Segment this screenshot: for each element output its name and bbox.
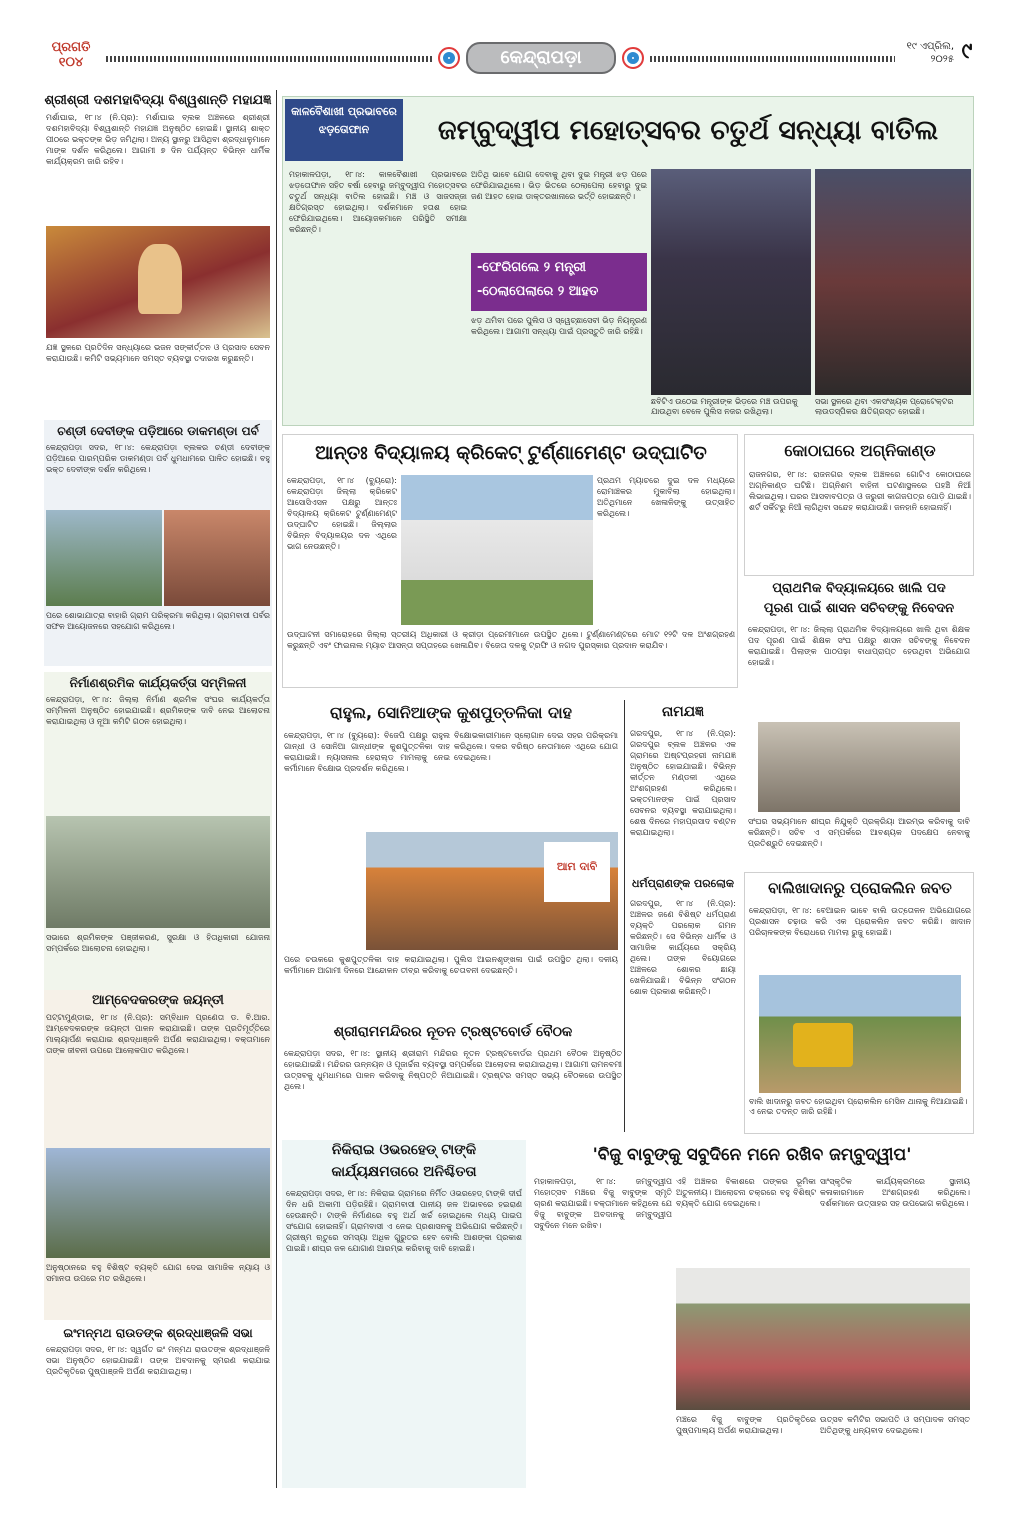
cricket-headline: ଆନ୍ତଃ ବିଦ୍ୟାଳୟ କ୍ରିକେଟ୍ ଟୁର୍ଣ୍ଣାମେଣ୍ଟ ଉଦ୍‌ଘାଟିତ	[315, 442, 707, 464]
target-icon-right	[622, 47, 644, 69]
effigy-body-col2: ବିକ୍ଷୋଭକାରୀମାନେ ସ୍ଲୋଗାନ ଦେଇ ସହର ପରିକ୍ରମା କରିଥିଲେ। ଦଳର ବରିଷ୍ଠ ନେତାମାନେ ଏଥିରେ ଯୋଗ ଦେଇଥିଲେ।	[454, 731, 618, 762]
story-headline: ଚଣ୍ଡୀ ଦେବୀଙ୍କ ପଡ଼ିଆରେ ଡାକମଣ୍ଡା ପର୍ବ	[57, 424, 259, 438]
obituary-body: ଗରଦପୁର, ୧୮।୪ (ନି.ପ୍ର): ଅଞ୍ଚଳର ଜଣେ ବିଶିଷ୍ଟ ଧର୍ମପ୍ରାଣ ବ୍ୟକ୍ତି ପରଲୋକ ଗମନ କରିଛନ୍ତି। ସେ ବିଭିନ୍ନ ଧାର୍ମିକ ଓ ସାମାଜିକ କାର୍ଯ୍ୟରେ ସକ୍ରିୟ ଥିଲେ। ତାଙ୍କ ବିୟୋଗରେ ଅଞ୍ଚଳରେ ଶୋକର ଛାୟା ଖେଳିଯାଇଛି। ବିଭିନ୍ନ ସଂଗଠନ ଶୋକ ପ୍ରକାଶ କରିଛନ୍ତି।	[630, 899, 736, 996]
sand-mine-story	[744, 872, 974, 1134]
school-headline-2: ପୂରଣ ପାଇଁ ଶାସନ ସଚିବଙ୍କୁ ନିବେଦନ	[763, 601, 955, 616]
water-tank-headline-2: କାର୍ଯ୍ୟକ୍ଷମତାରେ ଅନିଶ୍ଚିତତା	[331, 1164, 477, 1180]
lead-body-col2: ଅତିଥି ଭାବେ ଯୋଗ ଦେବାକୁ ଥିବା ଦୁଇ ମନ୍ତ୍ରୀ ଝଡ଼ ପରେ ଫେରିଯାଇଥିଲେ। ଭିଡ଼ ଭିତରେ ଠେଲାପେଲା ହେବାରୁ ଦୁଇ ଜଣ ଆହତ ହୋଇ ଡାକ୍ତରଖାନାରେ ଭର୍ତ୍ତି ହୋଇଛନ୍ତି।	[471, 170, 647, 201]
school-body: କେନ୍ଦ୍ରାପଡ଼ା, ୧୮।୪: ଜିଲ୍ଲା ପ୍ରାଥମିକ ବିଦ୍ୟାଳୟରେ ଖାଲି ଥିବା ଶିକ୍ଷକ ପଦ ପୂରଣ ପାଇଁ ଶିକ୍ଷକ ସଂଘ ପକ୍ଷରୁ ଶାସନ ସଚିବଙ୍କୁ ନିବେଦନ କରାଯାଇଛି। ପିଲାଙ୍କ ପାଠପଢ଼ା ବାଧାପ୍ରାପ୍ତ ହେଉଥିବା ଅଭିଯୋଗ ହୋଇଛି।	[748, 625, 970, 667]
fire-body: ରାଜନଗର, ୧୮।୪: ରାଜନଗର ବ୍ଲକ ଅଞ୍ଚଳରେ ଗୋଟିଏ କୋଠାଘରେ ଅଗ୍ନିକାଣ୍ଡ ଘଟିଛି। ଅଗ୍ନିଶମ ବାହିନୀ ଘଟଣାସ୍ଥଳରେ ପହଞ୍ଚି ନିଆଁ ଲିଭାଇଥିଲା। ଘରର ଆସବାବପତ୍ର ଓ ଜରୁରୀ କାଗଜପତ୍ର ପୋଡ଼ି ଯାଇଛି। ଶର୍ଟ ସର୍କିଟରୁ ନିଆଁ ଲାଗିଥିବା ସନ୍ଦେହ କରାଯାଉଛି। ଜନହାନି ହୋଇନାହିଁ।	[749, 470, 971, 512]
story-yajna	[44, 90, 272, 434]
biju-body-bottom-left: ମଞ୍ଚରେ ବିଜୁ ବାବୁଙ୍କ ପ୍ରତିକୃତିରେ ପୁଷ୍ପମାଲ୍ୟ ଅର୍ପଣ କରାଯାଇଥିଲା।	[676, 1415, 816, 1435]
biju-story	[530, 1140, 974, 1488]
excavator-photo	[759, 975, 961, 1093]
trust-board-headline: ଶ୍ରୀରାମମନ୍ଦିରର ନୂତନ ଟ୍ରଷ୍ଟବୋର୍ଡ ବୈଠକ	[333, 1024, 573, 1040]
story-tribute-meeting	[44, 1322, 272, 1486]
effigy-body-col1: କେନ୍ଦ୍ରାପଡ଼ା, ୧୮।୪ (ବ୍ୟୁରୋ): ବିଜେପି ପକ୍ଷରୁ ରାହୁଲ ଗାନ୍ଧୀ ଓ ସୋନିଆ ଗାନ୍ଧୀଙ୍କ କୁଶପୁତ୍ତଳିକା ଦାହ କରାଯାଇଛି। ନ୍ୟାସନାଲ ହେରାଲ୍ଡ ମାମଲାକୁ ନେଇ କର୍ମୀମାନେ ବିକ୍ଷୋଭ ପ୍ରଦର୍ଶନ କରିଥିଲେ।	[284, 731, 450, 773]
memorandum-photo	[758, 722, 960, 812]
biju-body-col3: ସାଂସ୍କୃତିକ କାର୍ଯ୍ୟକ୍ରମରେ ସ୍ଥାନୀୟ କଳାକାରମାନେ ଅଂଶଗ୍ରହଣ କରିଥିଲେ। ଦର୍ଶକମାନେ ଉତ୍ସାହର ସହ ଉପଭୋଗ କରିଥିଲେ।	[820, 1177, 970, 1208]
school-body-continued: ସଂଘର ସଭ୍ୟମାନେ ଶୀଘ୍ର ନିଯୁକ୍ତି ପ୍ରକ୍ରିୟା ଆରମ୍ଭ କରିବାକୁ ଦାବି କରିଛନ୍ତି। ସଚିବ ଏ ସମ୍ପର୍କରେ ଆବଶ୍ୟକ ପଦକ୍ଷେପ ନେବାକୁ ପ୍ରତିଶ୍ରୁତି ଦେଇଛନ୍ତି।	[748, 817, 970, 848]
photo-caption-1: ଛବିଟିଏ ଉଠେଇ ମନ୍ତ୍ରୀଙ୍କ ଭିଡ଼ରେ ମଞ୍ଚ ଉପରକୁ ଯାଉଥିବା ବେଳେ ପୁଲିସ ନଜର ରଖିଥିଲା।	[651, 397, 798, 416]
story-body: କେନ୍ଦ୍ରାପଡ଼ା, ୧୮।୪: ଜିଲ୍ଲା ନିର୍ମାଣ ଶ୍ରମିକ ସଂଘର କାର୍ଯ୍ୟକର୍ତ୍ତା ସମ୍ମିଳନୀ ଅନୁଷ୍ଠିତ ହୋଇଯାଇଛି। ଶ୍ରମିକଙ୍କ ଦାବି ନେଇ ଆଲୋଚନା କରାଯାଇଥିଲା ଓ ନୂଆ କମିଟି ଗଠନ ହୋଇଥିଲା।	[46, 695, 270, 726]
cricket-body-right: ପ୍ରଥମ ମ୍ୟାଚରେ ଦୁଇ ଦଳ ମଧ୍ୟରେ ରୋମାଞ୍ଚକର ମୁକାବିଲା ହୋଇଥିଲା। ଅତିଥିମାନେ ଖେଳାଳିଙ୍କୁ ଉତ୍ସାହିତ କରିଥିଲେ।	[597, 476, 735, 518]
masthead-rule-left	[106, 56, 434, 62]
story-body: ପଟ୍ଟାମୁଣ୍ଡାଇ, ୧୮।୪ (ନି.ପ୍ର): ସମ୍ବିଧାନ ପ୍ରଣେତା ଡ. ବି.ଆର. ଆମ୍ବେଦକରଙ୍କ ଜୟନ୍ତୀ ପାଳନ କରାଯାଇଛି। ତାଙ୍କ ପ୍ରତିମୂର୍ତ୍ତିରେ ମାଲ୍ୟାର୍ପଣ କରାଯାଇ ଶ୍ରଦ୍ଧାଞ୍ଜଳି ଅର୍ପଣ କରାଯାଇଥିଲା। ବକ୍ତାମାନେ ତାଙ୍କ ଜୀବନୀ ଉପରେ ଆଲୋକପାତ କରିଥିଲେ।	[46, 1013, 270, 1055]
school-headline-1: ପ୍ରାଥମିକ ବିଦ୍ୟାଳୟରେ ଖାଲି ପଦ	[772, 581, 946, 596]
story-ambedkar	[44, 990, 272, 1320]
left-column	[44, 90, 272, 1488]
sand-mine-headline: ବାଲିଖାଦାନରୁ ପ୍ରୋକଲିନ ଜବତ	[768, 879, 952, 897]
section-name: କେନ୍ଦ୍ରାପଡ଼ା	[500, 47, 582, 68]
story-body-continued: ଅନୁଷ୍ଠାନରେ ବହୁ ବିଶିଷ୍ଟ ବ୍ୟକ୍ତି ଯୋଗ ଦେଇ ସାମାଜିକ ନ୍ୟାୟ ଓ ସମାନତା ଉପରେ ମତ ରଖିଥିଲେ।	[46, 1263, 270, 1283]
festival-crowd-photo-2	[815, 169, 971, 395]
story-headline: ଇଂମନ୍ମଥ ରାଉତଙ୍କ ଶ୍ରଦ୍ଧାଞ୍ଜଳି ସଭା	[63, 1326, 253, 1340]
biju-headline: 'ବିଜୁ ବାବୁଙ୍କୁ ସବୁଦିନେ ମନେ ରଖିବ ଜମ୍ବୁଦ୍ୱୀପ'	[592, 1145, 912, 1165]
photo-caption-2: ସଭା ସ୍ଥଳରେ ଥିବା ଏକସଂଖ୍ୟକ ପ୍ରୋଟେକ୍ଟର ଲାଉଡସ୍ପିକର କ୍ଷତିଗ୍ରସ୍ତ ହୋଇଛି।	[815, 397, 954, 416]
school-story	[744, 580, 974, 868]
excavator-shape	[793, 1023, 853, 1067]
namayajna-story	[628, 700, 738, 870]
story-headline: ଶ୍ରୀଶ୍ରୀ ଦଶମହାବିଦ୍ୟା ବିଶ୍ୱଶାନ୍ତି ମହାଯଜ୍ଞ	[44, 93, 272, 108]
protest-photo	[366, 832, 618, 950]
water-tank-headline-1: ନିକିରାଇ ଓଭରହେଡ୍ ଟାଙ୍କି	[331, 1142, 477, 1158]
cricket-body-bottom: ଉଦ୍‌ଘାଟନୀ ସମାରୋହରେ ଜିଲ୍ଲା ସ୍ତରୀୟ ଅଧିକାରୀ ଓ କ୍ରୀଡ଼ା ପ୍ରେମୀମାନେ ଉପସ୍ଥିତ ଥିଲେ। ଟୁର୍ଣ୍ଣାମେଣ୍ଟରେ ମୋଟ ୧୨ଟି ଦଳ ଅଂଶଗ୍ରହଣ କରୁଛନ୍ତି ଏବଂ ଫାଇନାଲ ମ୍ୟାଚ ଆସନ୍ତା ସପ୍ତାହରେ ଖେଳାଯିବ। ବିଜେତା ଦଳକୁ ଟ୍ରଫି ଓ ନଗଦ ପୁରସ୍କାର ପ୍ରଦାନ କରାଯିବ।	[287, 630, 735, 650]
temple-photo	[46, 510, 162, 606]
effigy-body-bottom: ପରେ ଚଉକରେ କୁଶପୁତ୍ତଳିକା ଦାହ କରାଯାଇଥିଲା। ପୁଲିସ ଆଇନଶୃଙ୍ଖଳା ପାଇଁ ଉପସ୍ଥିତ ଥିଲା। ଦଳୀୟ କର୍ମୀମାନେ ଆଗାମୀ ଦିନରେ ଆନ୍ଦୋଳନ ତୀବ୍ର କରିବାକୁ ଚେତାବନୀ ଦେଇଛନ୍ତି।	[284, 955, 618, 975]
cricket-body-left: କେନ୍ଦ୍ରାପଡ଼ା, ୧୮।୪ (ବ୍ୟୁରୋ): କେନ୍ଦ୍ରାପଡ଼ା ଜିଲ୍ଲା କ୍ରିକେଟ ଆସୋସିଏସନ ପକ୍ଷରୁ ଆନ୍ତଃ ବିଦ୍ୟାଳୟ କ୍ରିକେଟ ଟୁର୍ଣ୍ଣାମେଣ୍ଟ ଉଦ୍‌ଘାଟିତ ହୋଇଛି। ଜିଲ୍ଲାର ବିଭିନ୍ନ ବିଦ୍ୟାଳୟର ଦଳ ଏଥିରେ ଭାଗ ନେଉଛନ୍ତି।	[287, 476, 397, 551]
story-body-continued: ଯଜ୍ଞ ସ୍ଥଳରେ ପ୍ରତିଦିନ ସନ୍ଧ୍ୟାରେ ଭଜନ ସଙ୍କୀର୍ତ୍ତନ ଓ ପ୍ରସାଦ ସେବନ କରାଯାଉଛି। କମିଟି ସଭ୍ୟମାନେ ସମସ୍ତ ବ୍ୟବସ୍ଥା ତଦାରଖ କରୁଛନ୍ତି।	[46, 343, 270, 363]
sand-mine-body: କେନ୍ଦ୍ରାପଡ଼ା, ୧୮।୪: ବେଆଇନ ଭାବେ ବାଲି ଉତ୍ତୋଳନ ଅଭିଯୋଗରେ ପ୍ରଶାସନ ଚଢ଼ାଉ କରି ଏକ ପ୍ରୋକଲିନ ଜବତ କରିଛି। ଖାଦାନ ପରିଚାଳକଙ୍କ ବିରୋଧରେ ମାମଲା ରୁଜୁ ହୋଇଛି।	[749, 906, 971, 937]
story-body: କେନ୍ଦ୍ରାପଡ଼ା ସଦର, ୧୮।୪: ସ୍ୱର୍ଗତ ଇଂ ମନ୍ମଥ ରାଉତଙ୍କ ଶ୍ରଦ୍ଧାଞ୍ଜଳି ସଭା ଅନୁଷ୍ଠିତ ହୋଇଯାଇଛି। ତାଙ୍କ ଅବଦାନକୁ ସ୍ମରଣ କରାଯାଇ ପ୍ରତିକୃତିରେ ପୁଷ୍ପାଞ୍ଜଳି ଅର୍ପଣ କରାଯାଇଥିଲା।	[46, 1345, 270, 1376]
lead-kicker-box	[285, 99, 403, 161]
story-headline: ଆମ୍ବେଦକରଙ୍କ ଜୟନ୍ତୀ	[92, 993, 224, 1008]
cricket-team-photo	[401, 475, 593, 625]
lead-story	[282, 96, 974, 426]
issue-date-day: ୧୯ ଏପ୍ରିଲ,	[906, 41, 954, 52]
lead-body-col1: ମହାକାଳପଡ଼ା, ୧୮।୪: କାଳବୈଶାଖୀ ପ୍ରଭାବରେ ଝଡ଼ତୋଫାନ ସହିତ ବର୍ଷା ହେବାରୁ ଜମ୍ବୁଦ୍ୱୀପ ମହୋତ୍ସବର ଚତୁର୍ଥ ସନ୍ଧ୍ୟା ବାତିଲ ହୋଇଛି। ମଞ୍ଚ ଓ ସାଜସଜ୍ଜା କ୍ଷତିଗ୍ରସ୍ତ ହୋଇଥିଲା। ଦର୍ଶକମାନେ ହତାଶ ହୋଇ ଫେରିଯାଇଥିଲେ। ଆୟୋଜକମାନେ ପରିସ୍ଥିତି ସମୀକ୍ଷା କରିଛନ୍ତି।	[289, 170, 467, 234]
target-icon-left	[438, 47, 460, 69]
cricket-story	[282, 434, 738, 688]
story-body-continued: ପରେ ଶୋଭାଯାତ୍ରା ବାହାରି ଗ୍ରାମ ପରିକ୍ରମା କରିଥିଲା। ଗ୍ରାମବାସୀ ପର୍ବର ସଫଳ ଆୟୋଜନରେ ସହଯୋଗ କରିଥିଲେ।	[46, 611, 270, 631]
biju-body-col1: ମହାକାଳପଡ଼ା, ୧୮।୪: ଜମ୍ବୁଦ୍ୱୀପ ମହୋତ୍ସବ ମଞ୍ଚରେ ବିଜୁ ବାବୁଙ୍କ ସ୍ମୃତି ଚାରଣ କରାଯାଇଛି। ବକ୍ତାମାନେ କହିଥିଲେ ଯେ ବିଜୁ ବାବୁଙ୍କ ଅବଦାନକୁ ଜମ୍ବୁଦ୍ୱୀପ ସବୁଦିନେ ମନେ ରଖିବ।	[534, 1177, 672, 1230]
biju-body-col2: ଏହି ଅଞ୍ଚଳର ବିକାଶରେ ତାଙ୍କର ଭୂମିକା ଅତୁଳନୀୟ। ଆଲୋଚନା ଚକ୍ରରେ ବହୁ ବିଶିଷ୍ଟ ବ୍ୟକ୍ତି ଯୋଗ ଦେଇଥିଲେ।	[676, 1177, 816, 1208]
masthead	[40, 34, 975, 84]
lead-headline: ଜମ୍ବୁଦ୍ୱୀପ ମହୋତ୍ସବର ଚତୁର୍ଥ ସନ୍ଧ୍ୟା ବାତିଲ	[437, 115, 939, 146]
column-divider	[276, 90, 277, 1488]
section-tab	[466, 42, 616, 74]
namayajna-body: ଗରଦପୁର, ୧୮।୪ (ନି.ପ୍ର): ଗରଦପୁର ବ୍ଲକ ଅଞ୍ଚଳର ଏକ ଗ୍ରାମରେ ଅଷ୍ଟପ୍ରହରୀ ନାମଯଜ୍ଞ ଅନୁଷ୍ଠିତ ହୋଇଯାଇଛି। ବିଭିନ୍ନ କୀର୍ତ୍ତନ ମଣ୍ଡଳୀ ଏଥିରେ ଅଂଶଗ୍ରହଣ କରିଥିଲେ। ଭକ୍ତମାନଙ୍କ ପାଇଁ ପ୍ରସାଦ ସେବନର ବ୍ୟବସ୍ଥା କରାଯାଇଥିଲା। ଶେଷ ଦିନରେ ମହାପ୍ରସାଦ ବଣ୍ଟନ କରାଯାଇଥିଲା।	[630, 729, 736, 837]
lead-kicker: କାଳବୈଶାଖୀ ପ୍ରଭାବରେ ଝଡ଼ତୋଫାନ	[291, 105, 397, 136]
obituary-story	[628, 874, 738, 1132]
trust-board-body: କେନ୍ଦ୍ରାପଡ଼ା ସଦର, ୧୮।୪: ସ୍ଥାନୀୟ ଶ୍ରୀରାମ ମନ୍ଦିରର ନୂତନ ଟ୍ରଷ୍ଟବୋର୍ଡର ପ୍ରଥମ ବୈଠକ ଅନୁଷ୍ଠିତ ହୋଇଯାଇଛି। ମନ୍ଦିରର ଉନ୍ନୟନ ଓ ପୂଜାର୍ଚ୍ଚନା ବ୍ୟବସ୍ଥା ସମ୍ପର୍କରେ ଆଲୋଚନା କରାଯାଇଥିଲା। ଆଗାମୀ ରାମନବମୀ ଉତ୍ସବକୁ ଧୁମଧାମରେ ପାଳନ କରିବାକୁ ନିଷ୍ପତ୍ତି ନିଆଯାଇଛି। ଟ୍ରଷ୍ଟର ସମସ୍ତ ସଭ୍ୟ ବୈଠକରେ ଉପସ୍ଥିତ ଥିଲେ।	[284, 1049, 622, 1091]
story-body: ମର୍ଶାଘାଇ, ୧୮।୪ (ନି.ପ୍ର): ମର୍ଶାଘାଇ ବ୍ଲକ ଅଞ୍ଚଳରେ ଶ୍ରୀଶ୍ରୀ ଦଶମହାବିଦ୍ୟା ବିଶ୍ୱଶାନ୍ତି ମହାଯଜ୍ଞ ଅନୁଷ୍ଠିତ ହୋଇଛି। ସ୍ଥାନୀୟ ଶାକ୍ତ ପୀଠରେ ଭକ୍ତଙ୍କ ଭିଡ଼ ଜମିଥିଲା। ଅନ୍ୟ ସ୍ଥାନରୁ ଆସିଥିବା ଶ୍ରଦ୍ଧାଳୁମାନେ ମାଙ୍କ ଦର୍ଶନ କରିଥିଲେ। ଆଗାମୀ ୭ ଦିନ ପର୍ଯ୍ୟନ୍ତ ବିଭିନ୍ନ ଧାର୍ମିକ କାର୍ଯ୍ୟକ୍ରମ ଜାରି ରହିବ।	[46, 113, 270, 166]
pullquote-line-1: -ଫେରିଗଲେ ୨ ମନ୍ତ୍ରୀ	[477, 260, 586, 275]
cultural-event-photo	[676, 1268, 970, 1410]
protest-banner-text: ଆମ ଦାବି	[556, 860, 598, 873]
publication-logo	[40, 40, 102, 72]
story-dakamanda	[44, 420, 272, 666]
biju-body-bottom-right: ଉତ୍ସବ କମିଟିର ସଭାପତି ଓ ସମ୍ପାଦକ ସମସ୍ତ ଅତିଥିଙ୍କୁ ଧନ୍ୟବାଦ ଦେଇଥିଲେ।	[820, 1415, 970, 1435]
sand-mine-caption: ବାଲି ଖାଦାନରୁ ଜବତ ହୋଇଥିବା ପ୍ରୋକଲିନ ମେସିନ ଥାନାକୁ ନିଆଯାଇଛି। ଏ ନେଇ ତଦନ୍ତ ଜାରି ରହିଛି।	[749, 1097, 968, 1116]
protest-banner	[544, 842, 610, 902]
trust-board-story	[282, 1020, 624, 1134]
column-divider-mid	[624, 700, 625, 1132]
page-number: ୯	[961, 39, 973, 64]
story-body: କେନ୍ଦ୍ରାପଡ଼ା ସଦର, ୧୮।୪: କେନ୍ଦ୍ରାପଡ଼ା ବ୍ଲକର ଚଣ୍ଡୀ ଦେବୀଙ୍କ ପଡ଼ିଆରେ ପାରମ୍ପରିକ ଡାକମଣ୍ଡା ପର୍ବ ଧୁମଧାମରେ ପାଳିତ ହୋଇଛି। ବହୁ ଭକ୍ତ ଦେବୀଙ୍କ ଦର୍ଶନ କରିଥିଲେ।	[46, 443, 270, 474]
namayajna-headline: ନାମଯଜ୍ଞ	[661, 704, 704, 720]
fire-headline: କୋଠାଘରେ ଅଗ୍ନିକାଣ୍ଡ	[784, 441, 936, 460]
ambedkar-event-photo	[46, 1148, 270, 1258]
fire-story	[744, 434, 974, 576]
effigy-headline: ରାହୁଲ, ସୋନିଆଙ୍କ କୁଶପୁତ୍ତଳିକା ଦାହ	[330, 703, 572, 722]
story-headline: ନିର୍ମାଣଶ୍ରମିକ କାର୍ଯ୍ୟକର୍ତ୍ତା ସମ୍ମିଳନୀ	[69, 676, 247, 690]
festival-crowd-photo-1	[651, 169, 811, 395]
water-tank-body: କେନ୍ଦ୍ରାପଡ଼ା ସଦର, ୧୮।୪: ନିକିରାଇ ଗ୍ରାମରେ ନିର୍ମିତ ଓଭରହେଡ୍ ଟାଙ୍କି ଦୀର୍ଘ ଦିନ ଧରି ଅକାମୀ ପଡ଼ିରହିଛି। ଗ୍ରାମବାସୀ ପାନୀୟ ଜଳ ଅଭାବରେ ହଇରାଣ ହେଉଛନ୍ତି। ଟାଙ୍କି ନିର୍ମାଣରେ ବହୁ ଅର୍ଥ ଖର୍ଚ୍ଚ ହୋଇଥିଲେ ମଧ୍ୟ ପାଇପ ସଂଯୋଗ ହୋଇନାହିଁ। ଗ୍ରାମବାସୀ ଏ ନେଇ ପ୍ରଶାସନକୁ ଅଭିଯୋଗ କରିଛନ୍ତି। ଗ୍ରୀଷ୍ମ ଋତୁରେ ସମସ୍ୟା ଅଧିକ ଗୁରୁତର ହେବ ବୋଲି ଆଶଙ୍କା ପ୍ରକାଶ ପାଇଛି। ଶୀଘ୍ର ଜଳ ଯୋଗାଣ ଆରମ୍ଭ କରିବାକୁ ଦାବି ହୋଇଛି।	[286, 1189, 522, 1253]
publication-logo-text: ପ୍ରଗତି ୧୦୪	[51, 40, 91, 70]
masthead-rule-right	[650, 56, 895, 62]
water-tank-story	[282, 1140, 526, 1488]
issue-date	[902, 40, 954, 66]
obituary-headline: ଧର୍ମପ୍ରାଣଙ୍କ ପରଲୋକ	[631, 877, 734, 890]
durga-idol-photo	[46, 226, 270, 338]
workers-group-photo	[46, 816, 270, 928]
story-body-continued: ସଭାରେ ଶ୍ରମିକଙ୍କ ପଞ୍ଜୀକରଣ, ସୁରକ୍ଷା ଓ ହିତାଧିକାରୀ ଯୋଜନା ସମ୍ପର୍କରେ ଆଲୋଚନା ହୋଇଥିଲା।	[46, 933, 270, 953]
effigy-story	[282, 700, 620, 1016]
pullquote-line-2: -ଠେଲାପେଲାରେ ୨ ଆହତ	[477, 284, 599, 299]
idol-figure	[138, 244, 182, 314]
lead-body-col2-continued: ଝଡ଼ ଥମିବା ପରେ ପୁଲିସ ଓ ସ୍ୱେଚ୍ଛାସେବୀ ଭିଡ଼ ନିୟନ୍ତ୍ରଣ କରିଥିଲେ। ଆଗାମୀ ସନ୍ଧ୍ୟା ପାଇଁ ପ୍ରସ୍ତୁତି ଜାରି ରହିଛି।	[471, 316, 647, 336]
devotee-photo	[164, 510, 270, 606]
lead-pullquote	[471, 253, 647, 311]
issue-date-year: ୨୦୨୫	[930, 54, 954, 65]
